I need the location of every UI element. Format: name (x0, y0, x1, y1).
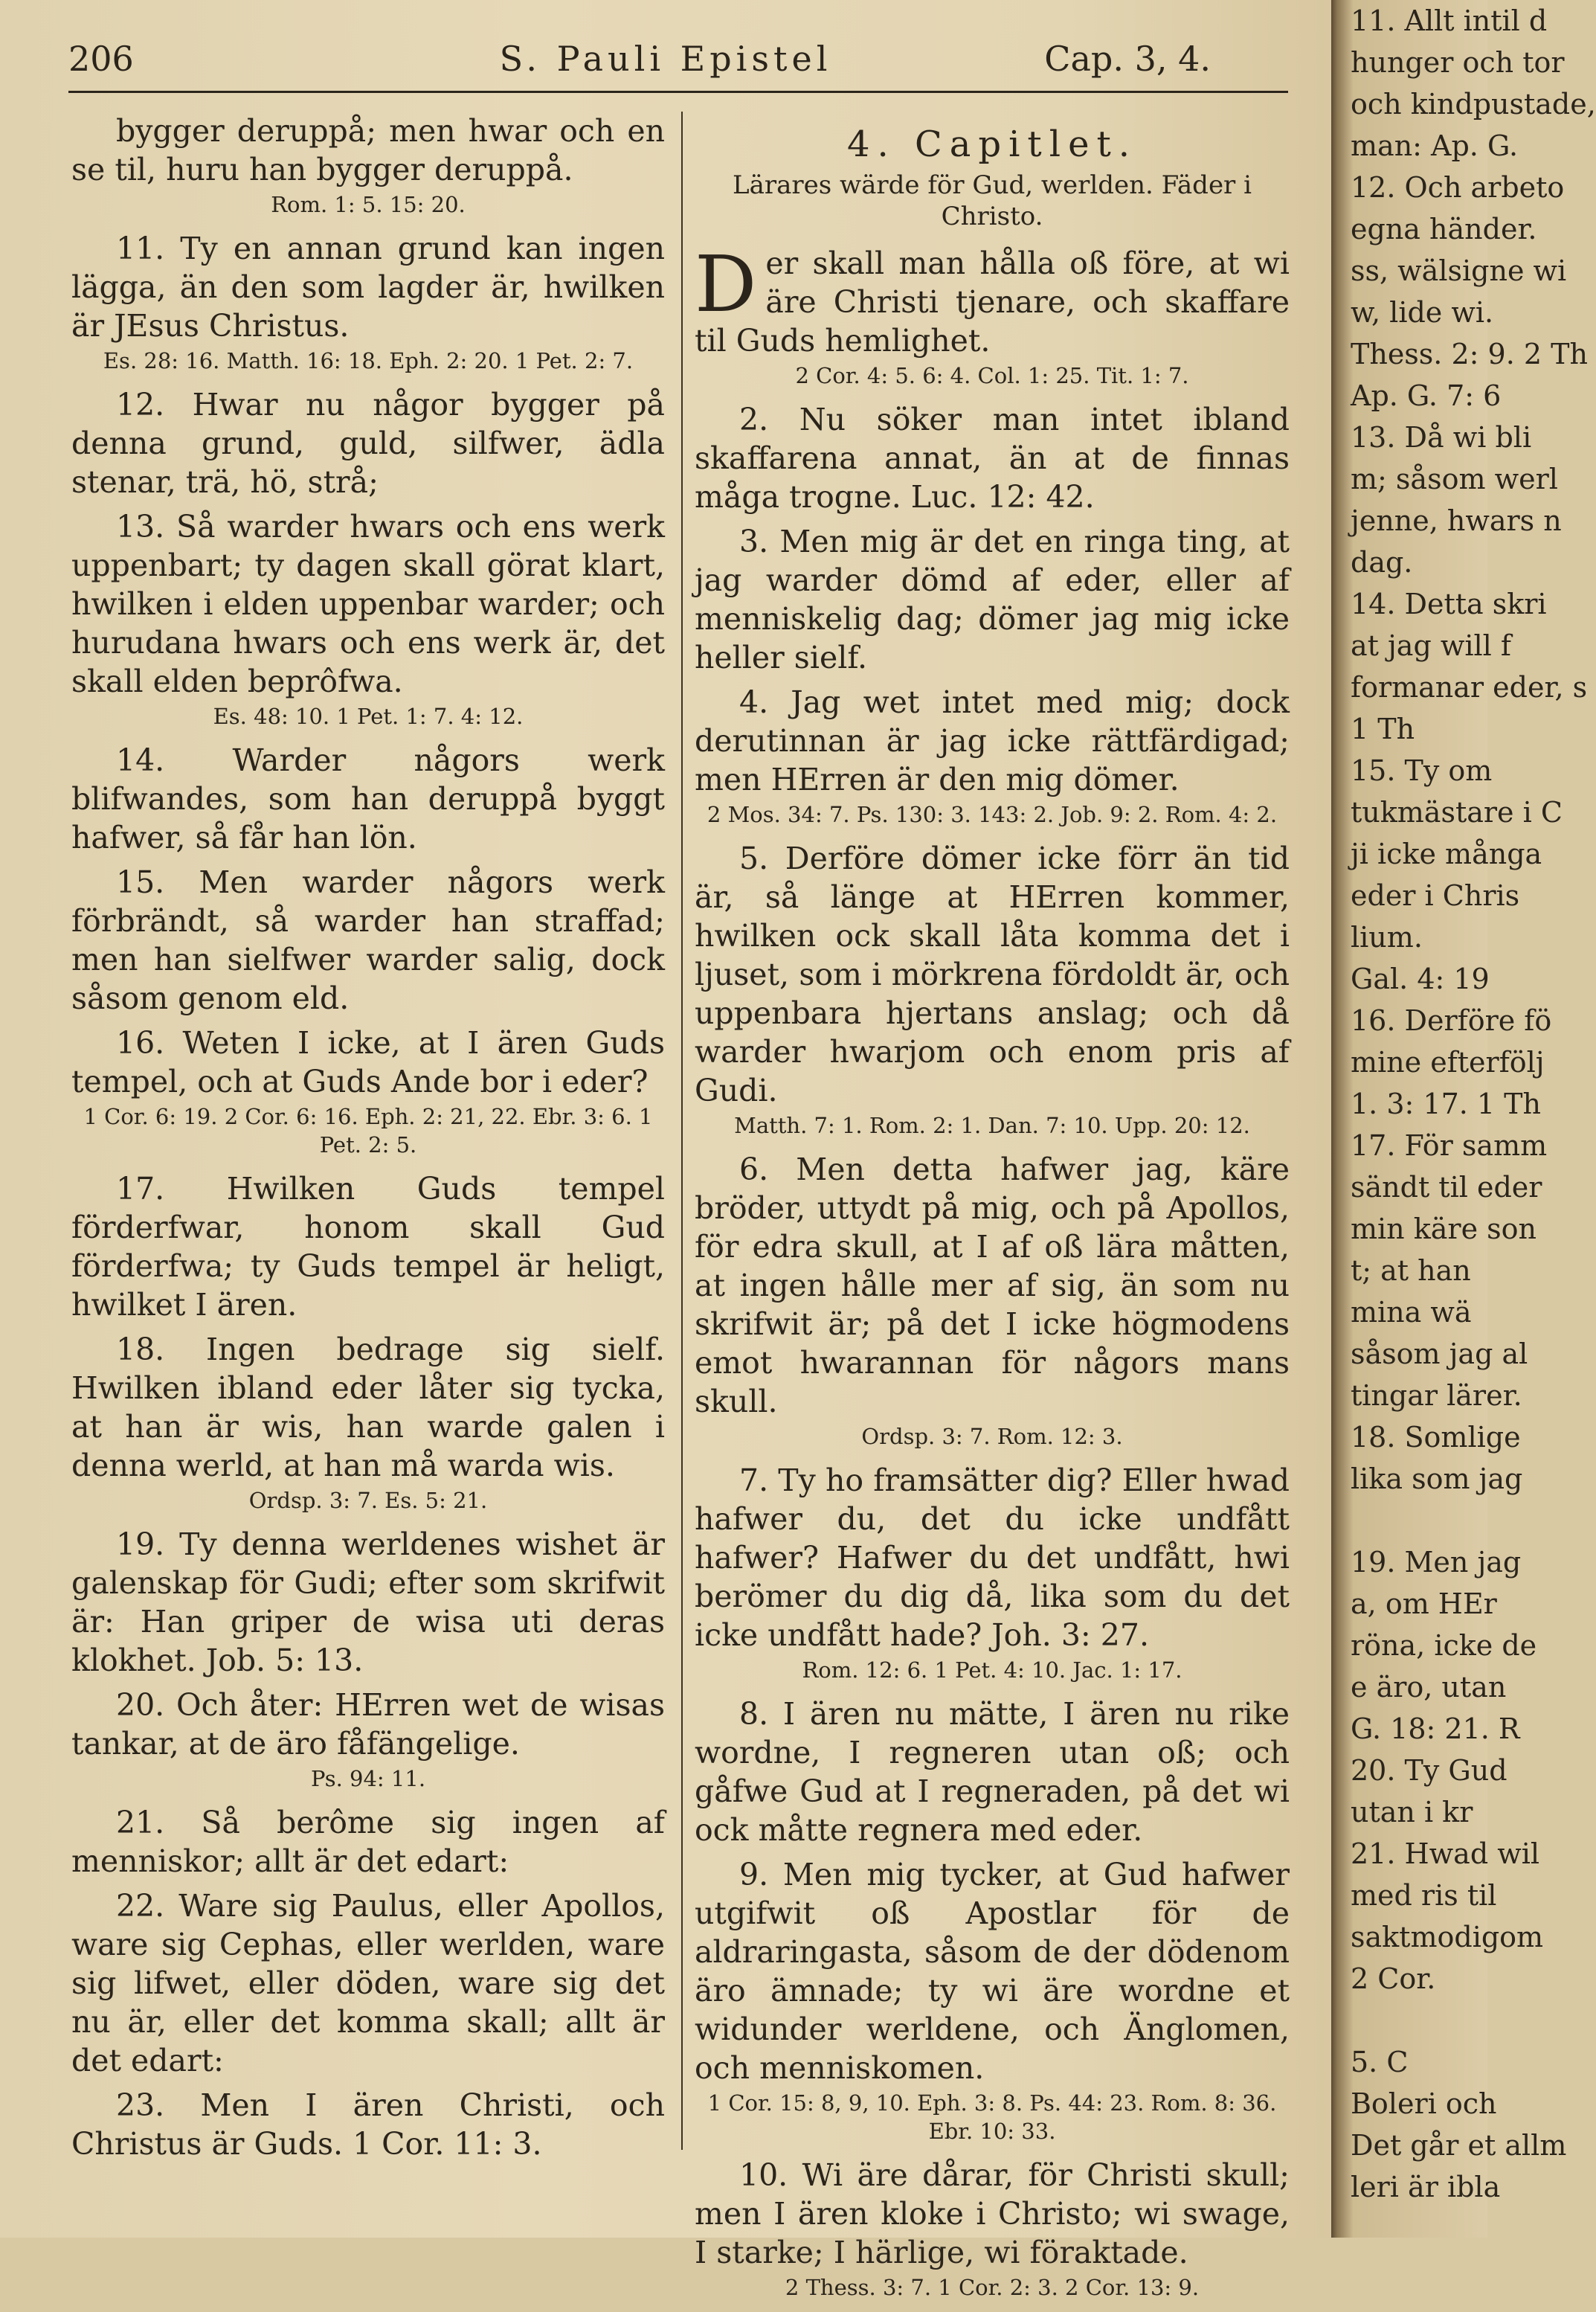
edge-text-line: hunger och tor (1351, 46, 1565, 79)
cross-reference: Ordsp. 3: 7. Es. 5: 21. (248, 1488, 488, 1513)
edge-text-line: 21. Hwad wil (1351, 1837, 1540, 1870)
verse: 11. Ty en annan grund kan ingen lägga, än den som lagder är, hwilken är JEsus Christus. (71, 231, 665, 344)
cross-reference: 1 Cor. 15: 8, 9, 10. Eph. 3: 8. Ps. 44: 23. Rom. 8: 36. Ebr. 10: 33. (707, 2090, 1277, 2144)
edge-text-line: 15. Ty om (1351, 754, 1493, 787)
verse: 7. Ty ho framsätter dig? Eller hwad hafwer du, det du icke undfått hafwer? Hafwer du det undfått, hwi berömer du dig då, lika som du det icke undfått hade? Joh. 3: 27. (695, 1462, 1290, 1653)
chapter-marker: Cap. 3, 4. (1044, 39, 1211, 79)
verse: 9. Men mig tycker, at Gud hafwer utgifwit oß Apostlar för de aldraringasta, såsom de der dödenom äro ämnade; ty wi äre wordne et widunder werldene, och Änglomen, och menniskomen. (695, 1857, 1290, 2086)
edge-text-line: G. 18: 21. R (1351, 1712, 1520, 1745)
page-number: 206 (68, 39, 134, 79)
edge-text-line: Gal. 4: 19 (1351, 963, 1490, 995)
edge-text-line: med ris til (1351, 1879, 1497, 1912)
edge-text-line: min käre son (1351, 1213, 1537, 1245)
verse: 20. Och åter: HErren wet de wisas tankar, at de äro fåfängelige. (71, 1687, 665, 1762)
verse: 4. Jag wet intet med mig; dock derutinnan är jag icke rättfärdigad; men HErren är den mig dömer. (695, 684, 1290, 797)
verse: 5. Derföre dömer icke förr än tid är, så länge at HErren kommer, hwilken ock skall låta komma det i ljuset, som i mörkrena fördoldt är, och uppenbara hjertans anslag; och då warder hwarjom och enom pris af Gudi. (695, 841, 1290, 1108)
edge-text-line: ji icke många (1351, 838, 1542, 870)
edge-text-line: 18. Somlige (1351, 1421, 1521, 1454)
cross-reference: Ordsp. 3: 7. Rom. 12: 3. (861, 1424, 1123, 1449)
verse: 10. Wi äre dårar, för Christi skull; men I ären kloke i Christo; wi swage, I starke; I härlige, wi föraktade. (695, 2157, 1290, 2270)
edge-text-line: 20. Ty Gud (1351, 1754, 1507, 1787)
left-column (71, 112, 665, 2169)
drop-cap: D (695, 239, 757, 330)
edge-text-line: egna händer. (1351, 213, 1537, 245)
edge-text-line: mine efterfölj (1351, 1046, 1545, 1079)
edge-text-line: 16. Derföre fö (1351, 1004, 1552, 1037)
edge-text-line: tingar lärer. (1351, 1379, 1522, 1412)
edge-text-line: leri är ibla (1351, 2171, 1501, 2203)
verse: 3. Men mig är det en ringa ting, at jag warder dömd af eder, eller af menniskelig dag; dömer jag mig icke heller sielf. (695, 524, 1290, 675)
verse: 6. Men detta hafwer jag, käre bröder, uttydt på mig, och på Apollos, för edra skull, at I af oß lära måtten, at ingen hålle mer af sig, än som nu skrifwit är; på det I icke högmodens emot hwarannan för någors mans skull. (695, 1152, 1290, 1419)
verse: 18. Ingen bedrage sig sielf. Hwilken ibland eder låter sig tycka, at han är wis, han warde galen i denna werld, at han må warda wis. (71, 1332, 665, 1483)
cross-reference: 2 Mos. 34: 7. Ps. 130: 3. 143: 2. Job. 9: 2. Rom. 4: 2. (707, 802, 1278, 827)
verse: 13. Så warder hwars och ens werk uppenbart; ty dagen skall görat klart, hwilken i elden uppenbar warder; och hurudana hwars och ens werk är, det skall elden beprôfwa. (71, 509, 665, 699)
chapter-heading: 4. Capitlet. (846, 123, 1138, 165)
cross-reference: Es. 48: 10. 1 Pet. 1: 7. 4: 12. (213, 704, 524, 729)
edge-text-line: röna, icke de (1351, 1629, 1537, 1662)
right-verses (695, 400, 1290, 2302)
edge-text-line: Thess. 2: 9. 2 Th (1351, 338, 1588, 370)
edge-text-line: dag. (1351, 546, 1413, 579)
verse: 2. Nu söker man intet ibland skaffarena annat, än at de finnas måga trogne. Luc. 12: 42. (695, 402, 1290, 515)
edge-text-line (1351, 1500, 1487, 1541)
header-rule (68, 91, 1288, 93)
edge-text-line: och kindpustade, (1351, 88, 1596, 121)
edge-text-line: saktmodigom (1351, 1921, 1544, 1953)
edge-text-line: 14. Detta skri (1351, 588, 1547, 620)
chapter-summary: Lärares wärde för Gud, werlden. Fäder i Christo. (733, 170, 1252, 231)
edge-text-line: 1 Th (1351, 713, 1415, 745)
verse: 15. Men warder någors werk förbrändt, så warder han straffad; men han sielfwer warder salig, dock såsom genom eld. (71, 864, 665, 1016)
edge-text-line: 17. För samm (1351, 1129, 1548, 1162)
verse-1 (695, 239, 1290, 360)
running-title: S. Pauli Epistel (499, 39, 832, 79)
verse: 22. Ware sig Paulus, eller Apollos, ware sig Cephas, eller werlden, ware sig lifwet, eller döden, ware sig det nu är, eller det komma skall; allt är det edart: (71, 1888, 665, 2078)
edge-text-line (1351, 2000, 1487, 2041)
edge-text-line: 13. Då wi bli (1351, 421, 1532, 454)
edge-text-line: Boleri och (1351, 2087, 1497, 2120)
edge-text-line: utan i kr (1351, 1796, 1473, 1828)
edge-text-line: Ap. G. 7: 6 (1351, 379, 1502, 412)
edge-text-line: 2 Cor. (1351, 1962, 1436, 1995)
cross-reference: 1 Cor. 6: 19. 2 Cor. 6: 16. Eph. 2: 21, 22. Ebr. 3: 6. 1 Pet. 2: 5. (83, 1104, 653, 1157)
edge-text-line: tukmästare i C (1351, 796, 1563, 829)
edge-text-line: m; såsom werl (1351, 463, 1558, 495)
edge-text-line: at jag will f (1351, 629, 1511, 662)
edge-text-line: 5. C (1351, 2046, 1409, 2078)
edge-text-line: eder i Chris (1351, 879, 1520, 912)
verse: 12. Hwar nu någor bygger på denna grund, guld, silfwer, ädla stenar, trä, hö, strå; (71, 387, 665, 500)
next-page-edge (1331, 0, 1596, 2238)
edge-text-line: 11. Allt intil d (1351, 4, 1548, 37)
verse-text: er skall man hålla oß före, at wi äre Christi tjenare, och skaffare til Guds hemlighet. (695, 245, 1290, 359)
edge-text-line: jenne, hwars n (1351, 504, 1562, 537)
verse: 8. I ären nu mätte, I ären nu rike wordne, I regneren utan oß; och gåfwe Gud at I regneraden, på det wi ock måtte regnera med eder. (695, 1696, 1290, 1848)
cross-reference: Rom. 1: 5. 15: 20. (271, 192, 466, 217)
column-divider (681, 112, 683, 2150)
edge-text-line: a, om HEr (1351, 1587, 1497, 1620)
edge-text-line: t; at han (1351, 1254, 1471, 1287)
edge-text-line: mina wä (1351, 1296, 1472, 1329)
cross-reference: Ps. 94: 11. (310, 1766, 426, 1791)
cross-reference: Rom. 12: 6. 1 Pet. 4: 10. Jac. 1: 17. (802, 1657, 1182, 1683)
edge-text-line: sändt til eder (1351, 1171, 1542, 1204)
edge-text-line: 12. Och arbeto (1351, 171, 1565, 204)
edge-text-line: e äro, utan (1351, 1671, 1507, 1704)
verse: 17. Hwilken Guds tempel förderfwar, honom skall Gud förderfwa; ty Guds tempel är heligt, hwilket I ären. (71, 1171, 665, 1323)
verse: bygger deruppå; men hwar och en se til, huru han bygger deruppå. (71, 113, 665, 187)
right-column (695, 112, 1290, 2312)
edge-text-line: formanar eder, s (1351, 671, 1588, 704)
edge-text-line: 1. 3: 17. 1 Th (1351, 1088, 1541, 1120)
edge-text-line: Det går et allm (1351, 2129, 1567, 2162)
cross-reference: Matth. 7: 1. Rom. 2: 1. Dan. 7: 10. Upp. 20: 12. (734, 1113, 1250, 1138)
edge-text-line: såsom jag al (1351, 1338, 1528, 1370)
verse: 23. Men I ären Christi, och Christus är Guds. 1 Cor. 11: 3. (71, 2087, 665, 2162)
edge-text-line: man: Ap. G. (1351, 129, 1519, 162)
edge-text-line: ss, wälsigne wi (1351, 254, 1567, 287)
edge-text-line: 19. Men jag (1351, 1546, 1522, 1579)
verse: 21. Så berôme sig ingen af menniskor; allt är det edart: (71, 1805, 665, 1879)
verse: 14. Warder någors werk blifwandes, som han deruppå byggt hafwer, så får han lön. (71, 742, 665, 855)
edge-text-line: lika som jag (1351, 1462, 1523, 1495)
cross-reference: Es. 28: 16. Matth. 16: 18. Eph. 2: 20. 1 Pet. 2: 7. (103, 348, 634, 373)
edge-text-line: w, lide wi. (1351, 296, 1494, 329)
cross-reference: 2 Cor. 4: 5. 6: 4. Col. 1: 25. Tit. 1: 7. (795, 363, 1189, 388)
verse: 19. Ty denna werldenes wishet är galenskap för Gudi; efter som skrifwit är: Han griper de wisa uti deras klokhet. Job. 5: 13. (71, 1526, 665, 1678)
verse: 16. Weten I icke, at I ären Guds tempel, och at Guds Ande bor i eder? (71, 1025, 665, 1099)
edge-text-line: lium. (1351, 921, 1423, 954)
cross-reference: 2 Thess. 3: 7. 1 Cor. 2: 3. 2 Cor. 13: 9. (785, 2275, 1200, 2300)
